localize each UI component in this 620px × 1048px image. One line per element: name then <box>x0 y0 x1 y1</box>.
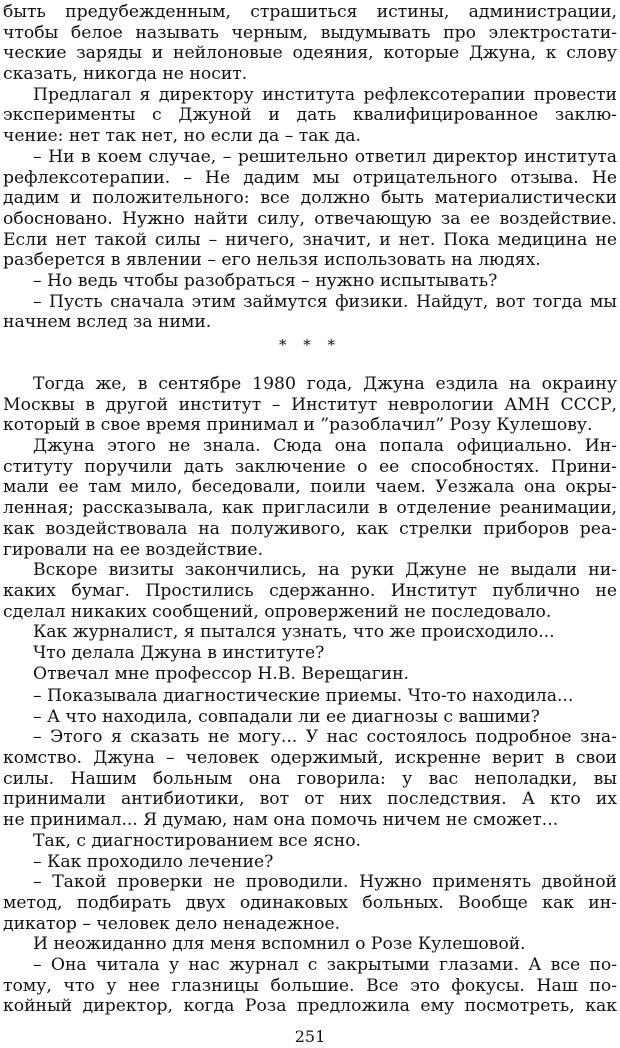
text-line: чтобы белое называть черным, выдумывать про электростати- <box>3 22 617 43</box>
paragraph <box>3 147 617 271</box>
text-line: метод, подбирать двух одинаковых больных. Вообще как ин- <box>3 892 617 913</box>
text-line: – Она читала у нас журнал с закрытыми глазами. А все по- <box>33 954 617 975</box>
text-line: разберется в явлении – его нельзя использовать на людях. <box>3 250 541 271</box>
paragraph <box>3 271 617 292</box>
paragraph <box>3 852 617 873</box>
text-line: сделал никаких сообщений, опровержений не последовало. <box>3 601 552 622</box>
paragraph <box>3 831 617 852</box>
page-number: 251 <box>294 1027 326 1046</box>
text-line: – Ни в коем случае, – решительно ответил директор института <box>33 146 617 167</box>
text-line: – Как проходило лечение? <box>33 851 274 872</box>
text-line: – Но ведь чтобы разобраться – нужно испытывать? <box>33 270 498 291</box>
text-line: сказать, никогда не носит. <box>3 64 248 85</box>
text-line: – Показывала диагностические приемы. Что-то находила... <box>33 686 574 706</box>
paragraph <box>3 686 617 707</box>
text-line: ческие заряды и нейлоновые одеяния, которые Джуна, к слову <box>3 43 617 64</box>
paragraph <box>3 643 617 664</box>
text-line: начнем вслед за ними. <box>3 312 212 333</box>
text-line: каких бумаг. Простились сдержанно. Институт публично не <box>3 580 617 601</box>
paragraph <box>3 292 617 333</box>
paragraph <box>3 560 617 622</box>
text-block-top <box>3 2 617 333</box>
text-line: ленная; рассказывала, как пригласили в отделение реанимации, <box>3 498 617 519</box>
text-line: комство. Джуна – человек одержимый, искренне верит в свои <box>3 748 617 769</box>
text-line: Вскоре визиты закончились, на руки Джуне не выдали ни- <box>33 560 617 581</box>
text-line: быть предубежденным, страшиться истины, администрации, <box>3 2 617 22</box>
text-line: Отвечал мне профессор Н.В. Верещагин. <box>33 663 409 684</box>
paragraph <box>3 664 617 685</box>
text-line: Джуна этого не знала. Сюда она попала официально. Ин- <box>33 436 617 457</box>
paragraph <box>3 955 617 1017</box>
text-line: гировали на ее воздействие. <box>3 539 264 560</box>
text-line: Москвы в другой институт – Институт неврологии АМН СССР, <box>3 394 617 415</box>
paragraph <box>3 85 617 147</box>
text-line: эксперименты с Джуной и дать квалифицированное заклю- <box>3 105 617 126</box>
text-line: обосновано. Нужно найти силу, отвечающую за ее воздействие. <box>3 208 617 229</box>
text-line: тому, что у нее глазницы большие. Все это фокусы. Наш по- <box>3 975 617 996</box>
text-line: Что делала Джуна в институте? <box>33 642 325 663</box>
paragraph <box>3 2 617 85</box>
text-line: не принимал... Я думаю, нам она помочь ничем не сможет... <box>3 810 559 831</box>
text-line: силы. Нашим больным она говорила: у вас неполадки, вы <box>3 768 617 789</box>
text-line: Тогда же, в сентябре 1980 года, Джуна ездила на окраину <box>33 374 617 394</box>
text-line: Так, с диагностированием все ясно. <box>33 830 362 851</box>
text-line: как воздействовала на полуживого, как стрелки приборов реа- <box>3 518 617 539</box>
text-line: который в свое время принимал и ”разоблачил” Розу Кулешову. <box>3 415 593 436</box>
text-line: мали ее там мило, беседовали, поили чаем. Уезжала она окры- <box>3 477 617 498</box>
paragraph <box>3 374 617 436</box>
text-line: – Этого я сказать не могу... У нас состоялось подробное зна- <box>33 727 617 748</box>
text-line: Предлагал я директору института рефлексотерапии провести <box>33 84 617 105</box>
text-line: Как журналист, я пытался узнать, что же происходило... <box>33 622 555 643</box>
text-line: – Пусть сначала этим займутся физики. Найдут, вот тогда мы <box>33 291 617 312</box>
paragraph <box>3 436 617 560</box>
paragraph <box>3 934 617 955</box>
paragraph <box>3 727 617 830</box>
text-block-bottom <box>3 686 617 1017</box>
section-separator: * * * <box>278 336 342 354</box>
text-line: И неожиданно для меня вспомнил о Розе Кулешовой. <box>33 934 526 955</box>
text-line: дадим и положительного: все должно быть материалистически <box>3 188 617 209</box>
text-line: ституту поручили дать заключение о ее способностях. Прини- <box>3 456 617 477</box>
text-line: принимали антибиотики, вот от них последствия. А кто их <box>3 789 617 810</box>
text-line: чение: нет так нет, но если да – так да. <box>3 126 362 147</box>
text-block-middle <box>3 374 617 684</box>
paragraph <box>3 622 617 643</box>
text-line: – А что находила, совпадали ли ее диагнозы с вашими? <box>33 706 540 727</box>
text-line: – Такой проверки не проводили. Нужно применять двойной <box>33 872 617 893</box>
paragraph <box>3 872 617 934</box>
text-line: дикатор – человек дело ненадежное. <box>3 913 341 934</box>
text-line: койный директор, когда Роза предложила ему посмотреть, как <box>3 996 617 1017</box>
paragraph <box>3 707 617 728</box>
text-line: рефлексотерапии. – Не дадим мы отрицательного отзыва. Не <box>3 167 617 188</box>
text-line: Если нет такой силы – ничего, значит, и нет. Пока медицина не <box>3 229 617 250</box>
